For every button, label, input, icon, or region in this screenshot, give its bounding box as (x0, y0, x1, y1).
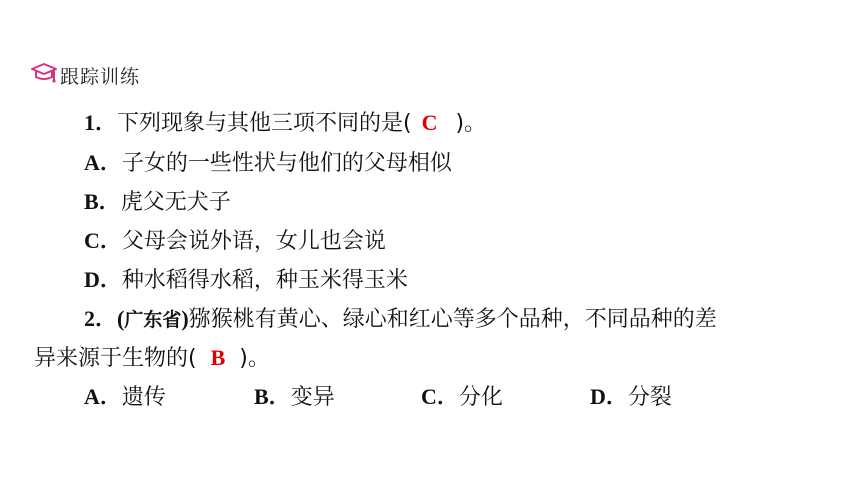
option-text: 分化 (458, 385, 503, 410)
option-letter: C． (84, 228, 122, 253)
question-1-stem (84, 108, 486, 139)
option-text: 遗传 (121, 385, 166, 410)
option-letter: A． (84, 150, 122, 175)
section-title: 跟踪训练 (60, 65, 141, 88)
option-letter: C． (421, 384, 459, 409)
question-2-stem-line2 (34, 343, 270, 374)
option-b (84, 187, 231, 218)
option-c (84, 226, 386, 257)
question-2-stem-line1: 2．(广东省)猕猴桃有黄心、绿心和红心等多个品种，不同品种的差 (84, 306, 717, 332)
option-a (84, 382, 166, 413)
question-number: 1． (84, 110, 118, 135)
question-close: )。 (455, 111, 487, 136)
option-text: 分裂 (627, 385, 672, 410)
option-d (590, 382, 672, 413)
question-text: 异来源于生物的( (34, 346, 197, 371)
option-c (421, 382, 503, 413)
option-text: 变异 (290, 385, 335, 410)
answer-mark: B (210, 345, 226, 370)
question-2-options (84, 382, 784, 412)
graduation-cap-icon (30, 62, 58, 88)
option-letter: D． (590, 384, 628, 409)
question-number: 2． (84, 306, 118, 331)
option-a (84, 148, 452, 179)
question-source: 广东省 (124, 310, 182, 331)
option-d (84, 265, 408, 296)
option-letter: D． (84, 267, 122, 292)
option-text: 子女的一些性状与他们的父母相似 (121, 151, 452, 176)
option-letter: B． (84, 189, 121, 214)
section-header (30, 60, 140, 90)
answer-mark: C (421, 110, 438, 135)
option-letter: B． (254, 384, 291, 409)
option-b (254, 382, 335, 413)
option-text: 虎父无犬子 (120, 190, 231, 215)
question-text: 猕猴桃有黄心、绿心和红心等多个品种，不同品种的差 (188, 307, 717, 332)
option-text: 种水稻得水稻，种玉米得玉米 (121, 268, 408, 293)
question-text: 下列现象与其他三项不同的是( (117, 111, 412, 136)
option-letter: A． (84, 384, 122, 409)
option-text: 父母会说外语，女儿也会说 (121, 229, 386, 254)
question-close: )。 (239, 346, 270, 371)
